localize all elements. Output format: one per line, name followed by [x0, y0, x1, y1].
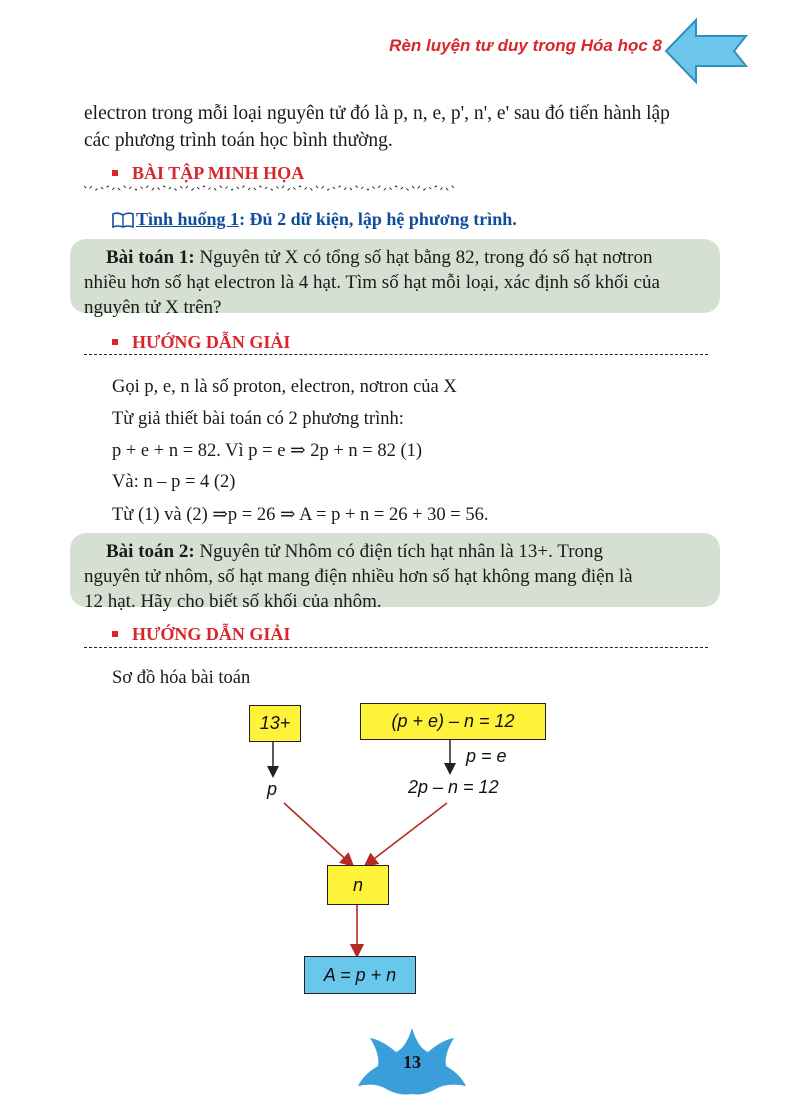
intro-line-1: electron trong mỗi loại nguyên tử đó là p, n, e, p', n', e' sau đó tiến hành lập	[84, 103, 670, 124]
label-2p-minus-n: 2p – n = 12	[408, 777, 499, 797]
equation-box-text: (p + e) – n = 12	[391, 711, 515, 731]
dashed-divider	[84, 354, 708, 355]
equation-box	[360, 703, 546, 740]
charge-box	[249, 705, 301, 742]
case-heading	[112, 209, 517, 230]
section-heading-text: HƯỚNG DẪN GIẢI	[132, 624, 291, 644]
charge-box-text: 13+	[259, 713, 291, 733]
bullet-square-icon	[112, 339, 118, 345]
section-heading-guide-2	[112, 624, 290, 645]
section-heading-text: HƯỚNG DẪN GIẢI	[132, 332, 291, 352]
solution-1-line-1: Gọi p, e, n là số proton, electron, nơtron của X	[112, 377, 457, 397]
arrow-p-to-n	[284, 803, 352, 865]
n-box-text: n	[352, 874, 363, 895]
solution-1-line-4: Và: n – p = 4 (2)	[112, 472, 236, 492]
problem-1-box	[70, 239, 720, 318]
book-icon	[112, 212, 134, 228]
page-number: 13	[403, 1052, 421, 1072]
bullet-square-icon	[112, 170, 118, 176]
running-title: Rèn luyện tư duy trong Hóa học 8	[389, 36, 662, 55]
case-description: : Đủ 2 dữ kiện, lập hệ phương trình.	[239, 209, 517, 229]
solution-1-line-3: p + e + n = 82. Vì p = e ⇒ 2p + n = 82 (1)	[112, 441, 423, 461]
problem-2-box	[70, 533, 720, 612]
wave-divider	[84, 183, 712, 193]
problem-1-line-2: nhiều hơn số hạt electron là 4 hạt. Tìm số hạt mỗi loại, xác định số khối của	[84, 272, 660, 293]
problem-2-line-1: Nguyên tử Nhôm có điện tích hạt nhân là 13+. Trong	[194, 541, 604, 562]
problem-1-label: Bài toán 1:	[106, 247, 195, 268]
result-box	[304, 956, 416, 994]
left-arrow-icon	[664, 14, 750, 88]
n-box	[327, 865, 389, 905]
intro-paragraph	[84, 100, 720, 154]
section-heading-text: BÀI TẬP MINH HỌA	[132, 163, 305, 183]
dashed-divider	[84, 647, 708, 648]
intro-line-2: các phương trình toán học bình thường.	[84, 130, 393, 151]
problem-1-line-3: nguyên tử X trên?	[84, 297, 222, 318]
problem-2-label: Bài toán 2:	[106, 541, 195, 562]
bullet-square-icon	[112, 631, 118, 637]
label-p-equals-e: p = e	[466, 746, 507, 766]
problem-1-line-1: Nguyên tử X có tổng số hạt bằng 82, trong đó số hạt nơtron	[194, 247, 653, 268]
solution-1-line-5: Từ (1) và (2) ⇒p = 26 ⇒ A = p + n = 26 + 30 = 56.	[112, 505, 489, 525]
case-label: Tình huống 1	[136, 209, 240, 229]
result-box-text: A = p + n	[323, 964, 397, 985]
solution-1-line-2: Từ giả thiết bài toán có 2 phương trình:	[112, 409, 404, 429]
problem-2-line-2: nguyên tử nhôm, số hạt mang điện nhiều hơn số hạt không mang điện là	[84, 566, 633, 587]
section-heading-guide-1	[112, 332, 290, 353]
problem-2-line-3: 12 hạt. Hãy cho biết số khối của nhôm.	[84, 591, 382, 612]
arrow-2p-to-n	[366, 803, 447, 865]
section-heading-illustration	[112, 163, 304, 184]
solution-2-intro: Sơ đồ hóa bài toán	[112, 668, 251, 688]
label-p: p	[267, 779, 278, 799]
